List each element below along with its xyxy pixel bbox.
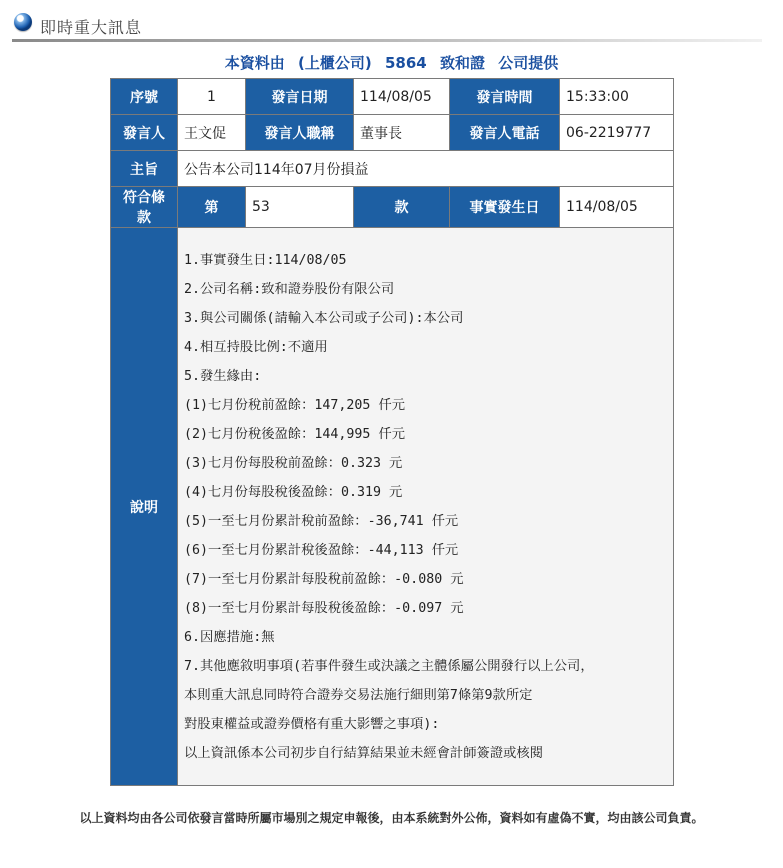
date-value: 114/08/05	[354, 79, 450, 115]
note-line: (3)七月份每股稅前盈餘：0.323 元	[184, 455, 403, 471]
fact-date-label: 事實發生日	[450, 187, 560, 228]
table-row	[111, 151, 674, 187]
note-line: (7)一至七月份累計每股稅前盈餘：-0.080 元	[184, 571, 464, 587]
note-lines	[184, 246, 667, 768]
note-line: (4)七月份每股稅後盈餘：0.319 元	[184, 484, 403, 500]
note-line: 本則重大訊息同時符合證券交易法施行細則第7條第9款所定	[184, 687, 533, 703]
date-label: 發言日期	[246, 79, 354, 115]
note-line: 1.事實發生日:114/08/05	[184, 252, 347, 268]
phone-value: 06-2219777	[560, 115, 674, 151]
speaker-label: 發言人	[111, 115, 178, 151]
table-row	[111, 79, 674, 115]
provider-line	[0, 52, 783, 73]
page-title: 即時重大訊息	[40, 18, 143, 37]
page-header	[12, 12, 762, 42]
provider-company: 致和證	[439, 54, 485, 72]
header-divider	[12, 39, 762, 42]
provider-market: (上櫃公司)	[298, 54, 372, 72]
note-line: 2.公司名稱:致和證券股份有限公司	[184, 281, 395, 297]
note-line: 4.相互持股比例:不適用	[184, 339, 328, 355]
note-line: (2)七月份稅後盈餘：144,995 仟元	[184, 426, 406, 442]
subject-label: 主旨	[111, 151, 178, 187]
note-line: (8)一至七月份累計每股稅後盈餘：-0.097 元	[184, 600, 464, 616]
table-row	[111, 115, 674, 151]
seq-label: 序號	[111, 79, 178, 115]
provider-prefix: 本資料由	[224, 54, 285, 72]
note-line: (1)七月份稅前盈餘：147,205 仟元	[184, 397, 406, 413]
clause-di-label: 第	[178, 187, 246, 228]
note-line: 7.其他應敘明事項(若事件發生或決議之主體係屬公開發行以上公司，	[184, 658, 594, 674]
speaker-title-label: 發言人職稱	[246, 115, 354, 151]
table-row	[111, 187, 674, 228]
footer-disclaimer: 以上資料均由各公司依發言當時所屬市場別之規定申報後，由本系統對外公佈，資料如有虛偽不實，均由該公司負責。	[79, 811, 704, 825]
announcement-table	[110, 78, 674, 786]
note-line: 5.發生緣由:	[184, 368, 262, 384]
note-line: 3.與公司關係(請輸入本公司或子公司):本公司	[184, 310, 464, 326]
speaker-value: 王文促	[178, 115, 246, 151]
note-content	[178, 228, 674, 786]
note-line: (5)一至七月份累計稅前盈餘：-36,741 仟元	[184, 513, 459, 529]
note-line: (6)一至七月份累計稅後盈餘：-44,113 仟元	[184, 542, 459, 558]
note-line: 對股東權益或證券價格有重大影響之事項):	[184, 716, 440, 732]
time-value: 15:33:00	[560, 79, 674, 115]
speaker-title-value: 董事長	[354, 115, 450, 151]
clause-label: 符合條款	[111, 187, 178, 228]
note-line: 6.因應措施:無	[184, 629, 275, 645]
table-row	[111, 228, 674, 786]
clause-kuan-label: 款	[354, 187, 450, 228]
note-line: 以上資訊係本公司初步自行結算結果並未經會計師簽證或核閱	[184, 745, 544, 761]
provider-code: 5864	[384, 54, 427, 72]
subject-value: 公告本公司114年07月份損益	[178, 151, 674, 187]
seq-value: 1	[178, 79, 246, 115]
phone-label: 發言人電話	[450, 115, 560, 151]
note-label: 說明	[111, 228, 178, 786]
globe-icon	[14, 13, 32, 31]
time-label: 發言時間	[450, 79, 560, 115]
fact-date-value: 114/08/05	[560, 187, 674, 228]
provider-suffix: 公司提供	[498, 54, 559, 72]
clause-number: 53	[246, 187, 354, 228]
